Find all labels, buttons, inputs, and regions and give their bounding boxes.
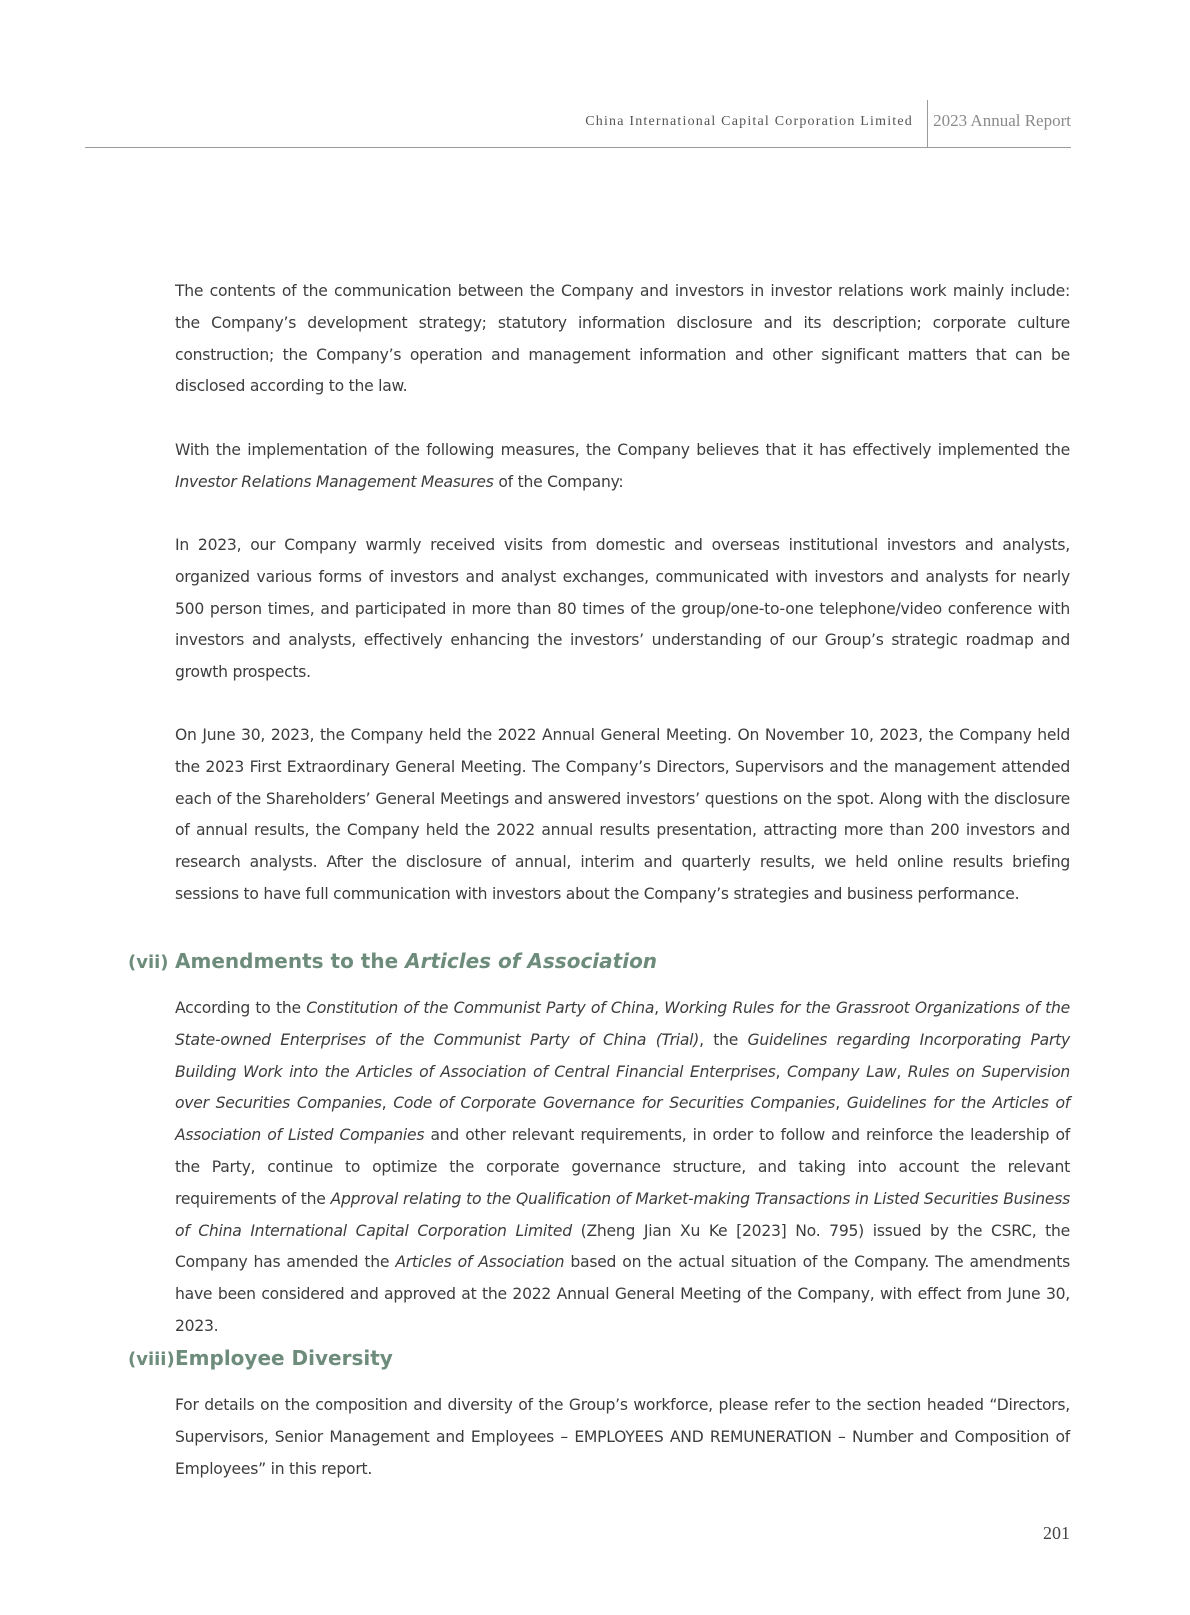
paragraph-2023-visits: In 2023, our Company warmly received visits from domestic and overseas institutional investors and analysts, organized various forms of investors and analyst exchanges, communicated with investors and analysts for nearly 500 person times, and participated in more than 80 times of the group/one-to-one telephone/video conference with investors and analysts, effectively enhancing the investors’ understanding of our Group’s strategic roadmap and growth prospects. [175,536,1070,682]
section-number: (viii) [128,1349,175,1370]
report-title: 2023 Annual Report [933,111,1071,130]
paragraph-general-meetings: On June 30, 2023, the Company held the 2022 Annual General Meeting. On November 10, 2023, the Company held the 2023 First Extraordinary General Meeting. The Company’s Directors, Supervisors and the management attended each of the Shareholders’ General Meetings and answered investors’ questions on the spot. Along with the disclosure of annual results, the Company held the 2022 annual results presentation, attracting more than 200 investors and research analysts. After the disclosure of annual, interim and quarterly results, we held online results briefing sessions to have full communication with investors about the Company’s strategies and business performance. [175,726,1070,903]
page-header [85,100,1071,148]
section-heading-viii: (viii)Employee Diversity [128,1346,393,1370]
header-divider [927,100,928,147]
page-number: 201 [1043,1523,1070,1543]
italic-title: Investor Relations Management Measures [175,472,494,491]
section-heading-vii: (vii) Amendments to the Articles of Association [128,949,658,973]
paragraph-communication-contents: The contents of the communication between the Company and investors in investor relations work mainly include: the Company’s development strategy; statutory information disclosure and its description; corporate culture construction; the Company’s operation and management information and other significant matters that can be disclosed according to the law. [175,282,1070,396]
paragraph-amendments: According to the Constitution of the Communist Party of China, Working Rules for the Grassroot Organizations of the State-owned Enterprises of the Communist Party of China (Trial), the Guidelines regarding Incorporating Party Building Work into the Articles of Association of Central Financial Enterprises, Company Law, Rules on Supervision over Securities Companies, Code of Corporate Governance for Securities Companies, Guidelines for the Articles of Association of Listed Companies and other relevant requirements, in order to follow and reinforce the leadership of the Party, continue to optimize the corporate governance structure, and taking into account the relevant requirements of the Approval relating to the Qualification of Market-making Transactions in Listed Securities Business of China International Capital Corporation Limited (Zheng Jian Xu Ke [2023] No. 795) issued by the CSRC, the Company has amended the Articles of Association based on the actual situation of the Company. The amendments have been considered and approved at the 2022 Annual General Meeting of the Company, with effect from June 30, 2023. [175,999,1071,1335]
company-name: China International Capital Corporation Limited [585,114,913,129]
paragraph-employee-diversity: For details on the composition and diversity of the Group’s workforce, please refer to the section headed “Directors, Supervisors, Senior Management and Employees – EMPLOYEES AND REMUNERATION – Number and Composition of Employees” in this report. [175,1396,1070,1478]
section-number: (vii) [128,952,169,973]
paragraph-measures-intro: With the implementation of the following measures, the Company believes that it has effectively implemented the Investor Relations Management Measures of the Company: [175,441,1070,491]
